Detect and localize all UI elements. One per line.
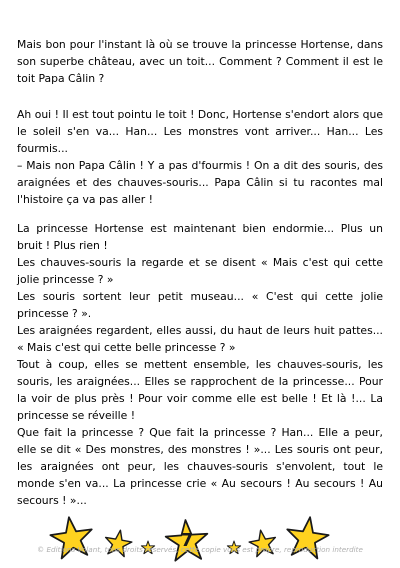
dialogue-line: – Mais non Papa Câlin ! Y a pas d'fourmis ! On a dit des souris, des araignées et des chauves-souris... Papa Câlin si tu racontes mal l'histoire ça va pas aller ! <box>17 159 383 206</box>
story-line: Que fait la princesse ? Que fait la princesse ? Han... Elle a peur, elle se dit « Des monstres, des monstres ! »... Les souris ont peur, les araignées ont peur, les chauves-souris s'envolent, tout le monde s'en va... La princesse crie « Au secours ! Au secours ! Au secours ! »... <box>17 426 383 507</box>
story-text: Ah oui ! Il est tout pointu le toit ! Donc, Hortense s'endort alors que le soleil s'en va... Han... Les monstres vont arriver... Han... Les fourmis... <box>17 108 383 155</box>
story-paragraph-3 <box>17 220 383 509</box>
story-text: Mais bon pour l'instant là où se trouve la princesse Hortense, dans son superbe château, avec un toit... Comment ? Comment il est le toit Papa Câlin ? <box>17 38 383 85</box>
story-line: Les araignées regardent, elles aussi, du haut de leurs huit pattes... « Mais c'est qui cette belle princesse ? » <box>17 324 383 354</box>
copyright-notice: © Editions Volant, tous droits réservés, cette copie vous est propre, reproduction interdite <box>37 545 363 554</box>
story-line: Les chauves-souris la regarde et se disent « Mais c'est qui cette jolie princesse ? » <box>17 256 383 286</box>
story-paragraph-2 <box>17 106 383 208</box>
story-paragraph-1 <box>17 36 383 87</box>
story-line: Les souris sortent leur petit museau... « C'est qui cette jolie princesse ? ». <box>17 290 383 320</box>
footer-star-decoration <box>0 512 400 562</box>
story-line: Tout à coup, elles se mettent ensemble, les chauves-souris, les souris, les araignées... Elles se rapprochent de la princesse... Pour la voir de plus près ! Pour voir comme elle est belle ! Et là !... La princesse se réveille ! <box>17 358 383 422</box>
story-line: La princesse Hortense est maintenant bien endormie... Plus un bruit ! Plus rien ! <box>17 222 383 252</box>
page-number: 7 <box>180 530 194 551</box>
